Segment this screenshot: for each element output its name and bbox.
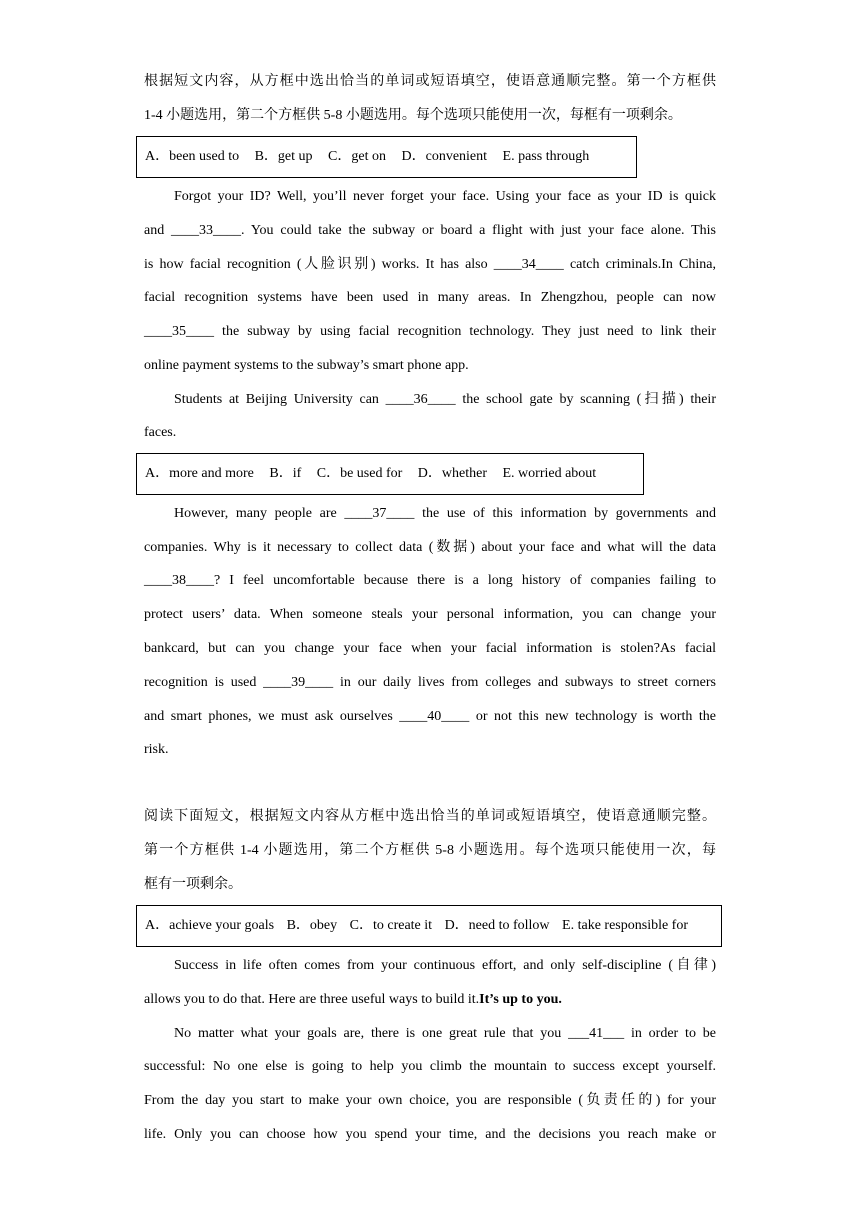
s2-para2-line-4: life. Only you can choose how you spend your time, and the decisions you reach make or [144,1127,716,1142]
option-c: C．be used for [316,466,403,481]
option-d: D．need to follow [444,918,550,933]
option-e: E. take responsible for [562,918,689,933]
section2-instruction-line-3: 框有一项剩余。 [144,877,242,892]
para3-line-3: ____38____? I feel uncomfortable because there is a long history of companies failing to [144,573,716,588]
para3-line-5: bankcard, but can you change your face when your facial information is stolen?As facial [144,641,716,656]
s2-para1-line-2 [144,990,716,1010]
para3-line-6: recognition is used ____39____ in our daily lives from colleges and subways to street corners [144,675,716,690]
s2-para1-line-2-text: allows you to do that. Here are three useful ways to build it. [144,992,480,1007]
s2-para2-line-3: From the day you start to make your own choice, you are responsible (负责任的) for your [144,1093,716,1108]
para2-line-1: Students at Beijing University can ____36____ the school gate by scanning (扫描) their [174,392,716,407]
options-box-3 [136,905,722,947]
option-c: C．get on [328,149,386,164]
options-box-2 [136,453,644,495]
para1-line-5: ____35____ the subway by using facial recognition technology. They just need to link their [144,324,716,339]
section1-instruction-line-1: 根据短文内容，从方框中选出恰当的单词或短语填空，使语意通顺完整。第一个方框供 [144,74,716,89]
para2-line-2: faces. [144,425,177,440]
para1-line-4: facial recognition systems have been used in many areas. In Zhengzhou, people can now [144,290,716,305]
option-a: A．achieve your goals [145,918,275,933]
para1-line-3: is how facial recognition (人脸识别) works. It has also ____34____ catch criminals.In China, [144,257,716,272]
s2-para2-line-2: successful: No one else is going to help you climb the mountain to success except yourself. [144,1059,716,1074]
para3-line-1: However, many people are ____37____ the use of this information by governments and [174,506,716,521]
s2-para1-bold-phrase: It’s up to you. [479,992,562,1007]
option-e: E. pass through [502,149,590,164]
section2-instruction-line-2: 第一个方框供 1-4 小题选用，第二个方框供 5-8 小题选用。每个选项只能使用一次，每 [144,843,716,858]
s2-para1-line-1: Success in life often comes from your continuous effort, and only self-discipline (自律) [174,958,716,973]
para1-line-2: and ____33____. You could take the subway or board a flight with just your face alone. This [144,223,716,238]
option-d: D．whether [417,466,487,481]
para1-line-6: online payment systems to the subway’s smart phone app. [144,358,469,373]
option-b: B．get up [254,149,313,164]
s2-para2-line-1: No matter what your goals are, there is one great rule that you ___41___ in order to be [174,1026,716,1041]
option-b: B．if [269,466,302,481]
para3-line-8: risk. [144,742,169,757]
option-d: D．convenient [401,149,488,164]
option-e: E. worried about [502,466,597,481]
para3-line-7: and smart phones, we must ask ourselves ____40____ or not this new technology is worth the [144,709,716,724]
section2-instruction-line-1: 阅读下面短文，根据短文内容从方框中选出恰当的单词或短语填空，使语意通顺完整。 [144,809,716,824]
section1-instruction-line-2: 1-4 小题选用，第二个方框供 5-8 小题选用。每个选项只能使用一次，每框有一项剩余。 [144,108,682,123]
para3-line-2: companies. Why is it necessary to collect data (数据) about your face and what will the data [144,540,716,555]
option-b: B．obey [286,918,338,933]
option-a: A．more and more [145,466,254,481]
para3-line-4: protect users’ data. When someone steals your personal information, you can change your [144,607,716,622]
options-box-1 [136,136,637,178]
option-c: C．to create it [349,918,433,933]
para1-line-1: Forgot your ID? Well, you’ll never forget your face. Using your face as your ID is quick [174,189,716,204]
option-a: A．been used to [145,149,240,164]
